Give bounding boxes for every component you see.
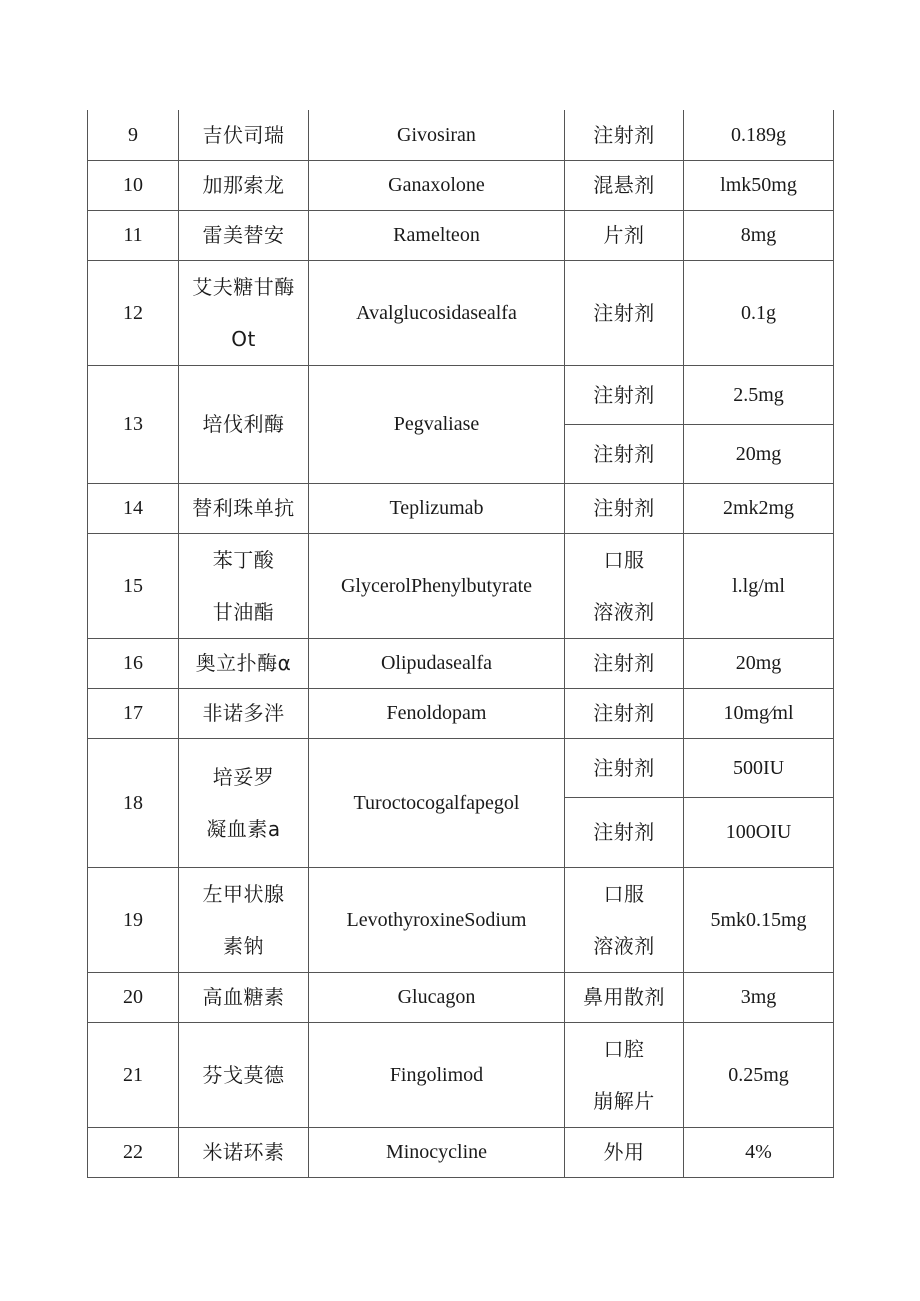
english-name: Fingolimod (309, 1022, 565, 1127)
dosage-form-cell (565, 1022, 684, 1127)
dosage-form: 注射剂 (593, 651, 655, 675)
table-row (88, 1127, 834, 1177)
chinese-name: 替利珠单抗 (192, 496, 295, 520)
dosage-form: 片剂 (603, 223, 645, 247)
dosage-form-cell (565, 365, 684, 424)
dosage-form-cell (565, 260, 684, 365)
drug-table (87, 110, 834, 1178)
chinese-name: 培伐利酶 (202, 412, 285, 436)
english-name: LevothyroxineSodium (309, 867, 565, 972)
dosage-form: 混悬剂 (593, 173, 655, 197)
dosage-form: 注射剂 (593, 441, 655, 466)
specification: lmk50mg (684, 160, 834, 210)
dosage-form-cell (565, 972, 684, 1022)
chinese-name: 高血糖素 (202, 985, 285, 1009)
chinese-name-cell (179, 1127, 309, 1177)
table-row (88, 260, 834, 365)
dosage-form-cell (565, 1127, 684, 1177)
table-row (88, 1022, 834, 1127)
specification: 20mg (684, 424, 834, 483)
dosage-form: 注射剂 (593, 820, 655, 844)
chinese-name-cell (179, 867, 309, 972)
row-number: 16 (88, 638, 179, 688)
chinese-name-cell (179, 210, 309, 260)
english-name: Minocycline (309, 1127, 565, 1177)
row-number: 11 (88, 210, 179, 260)
dosage-form-cell (565, 210, 684, 260)
chinese-name: 奥立扑酶α (195, 651, 292, 675)
chinese-name: 培妥罗 (212, 764, 275, 789)
dosage-form-cell (565, 533, 684, 638)
row-number: 20 (88, 972, 179, 1022)
dosage-form: 口服 (603, 881, 645, 906)
dosage-form: 外用 (603, 1140, 645, 1164)
row-number: 19 (88, 867, 179, 972)
chinese-name: 凝血素a (206, 816, 281, 841)
dosage-form-cell (565, 160, 684, 210)
chinese-name-cell (179, 1022, 309, 1127)
drug-table-body (88, 110, 834, 1177)
dosage-form-cell (565, 797, 684, 867)
dosage-form: 注射剂 (593, 755, 655, 780)
specification: 2mk2mg (684, 483, 834, 533)
english-name: Olipudasealfa (309, 638, 565, 688)
chinese-name: 左甲状腺 (202, 881, 285, 906)
chinese-name-cell (179, 365, 309, 483)
chinese-name-cell (179, 638, 309, 688)
table-row (88, 738, 834, 797)
dosage-form-cell (565, 688, 684, 738)
dosage-form-cell (565, 738, 684, 797)
chinese-name: 芬戈莫德 (202, 1062, 285, 1087)
specification: 4% (684, 1127, 834, 1177)
specification: 5mk0.15mg (684, 867, 834, 972)
chinese-name: 苯丁酸 (212, 547, 275, 572)
table-row (88, 688, 834, 738)
dosage-form-cell (565, 110, 684, 160)
specification: l.lg/ml (684, 533, 834, 638)
chinese-name-cell (179, 160, 309, 210)
dosage-form: 注射剂 (593, 701, 655, 725)
dosage-form: 注射剂 (593, 122, 655, 147)
chinese-name: 素钠 (223, 933, 264, 958)
chinese-name: 雷美替安 (202, 223, 285, 247)
chinese-name-cell (179, 688, 309, 738)
english-name: Ramelteon (309, 210, 565, 260)
table-row (88, 160, 834, 210)
chinese-name-cell (179, 483, 309, 533)
english-name: Turoctocogalfapegol (309, 738, 565, 867)
chinese-name-cell (179, 533, 309, 638)
english-name: Glucagon (309, 972, 565, 1022)
row-number: 21 (88, 1022, 179, 1127)
specification: 2.5mg (684, 365, 834, 424)
dosage-form: 崩解片 (593, 1088, 655, 1113)
dosage-form: 口腔 (603, 1036, 645, 1061)
dosage-form-cell (565, 483, 684, 533)
chinese-name: 米诺环素 (202, 1140, 285, 1164)
specification: 20mg (684, 638, 834, 688)
row-number: 22 (88, 1127, 179, 1177)
dosage-form: 鼻用散剂 (583, 985, 665, 1009)
dosage-form: 溶液剂 (593, 933, 655, 958)
specification: 100OIU (684, 797, 834, 867)
dosage-form-cell (565, 424, 684, 483)
chinese-name-cell (179, 738, 309, 867)
english-name: Fenoldopam (309, 688, 565, 738)
row-number: 12 (88, 260, 179, 365)
table-row (88, 110, 834, 160)
row-number: 15 (88, 533, 179, 638)
table-row (88, 867, 834, 972)
table-row (88, 210, 834, 260)
english-name: Teplizumab (309, 483, 565, 533)
dosage-form-cell (565, 638, 684, 688)
row-number: 17 (88, 688, 179, 738)
specification: 3mg (684, 972, 834, 1022)
chinese-name: 非诺多泮 (202, 701, 285, 725)
chinese-name: 甘油酯 (212, 599, 275, 624)
chinese-name-cell (179, 260, 309, 365)
dosage-form: 注射剂 (593, 300, 655, 325)
table-row (88, 972, 834, 1022)
specification: 0.1g (684, 260, 834, 365)
specification: 0.189g (684, 110, 834, 160)
row-number: 14 (88, 483, 179, 533)
english-name: GlycerolPhenylbutyrate (309, 533, 565, 638)
row-number: 10 (88, 160, 179, 210)
row-number: 13 (88, 365, 179, 483)
english-name: Avalglucosidasealfa (309, 260, 565, 365)
table-row (88, 483, 834, 533)
table-row (88, 533, 834, 638)
chinese-name: 艾夫糖甘酶 (192, 274, 295, 299)
chinese-name: 加那索龙 (202, 173, 285, 197)
dosage-form-cell (565, 867, 684, 972)
english-name: Givosiran (309, 110, 565, 160)
row-number: 9 (88, 110, 179, 160)
specification: 0.25mg (684, 1022, 834, 1127)
dosage-form: 注射剂 (593, 382, 655, 407)
row-number: 18 (88, 738, 179, 867)
table-row (88, 365, 834, 424)
table-row (88, 638, 834, 688)
specification: 500IU (684, 738, 834, 797)
english-name: Ganaxolone (309, 160, 565, 210)
dosage-form: 注射剂 (593, 496, 655, 520)
dosage-form: 口服 (603, 547, 645, 572)
chinese-name-cell (179, 110, 309, 160)
chinese-name: Ot (231, 326, 256, 351)
chinese-name-cell (179, 972, 309, 1022)
english-name: Pegvaliase (309, 365, 565, 483)
chinese-name: 吉伏司瑞 (202, 122, 285, 147)
specification: 10mg∕ml (684, 688, 834, 738)
specification: 8mg (684, 210, 834, 260)
dosage-form: 溶液剂 (593, 599, 655, 624)
